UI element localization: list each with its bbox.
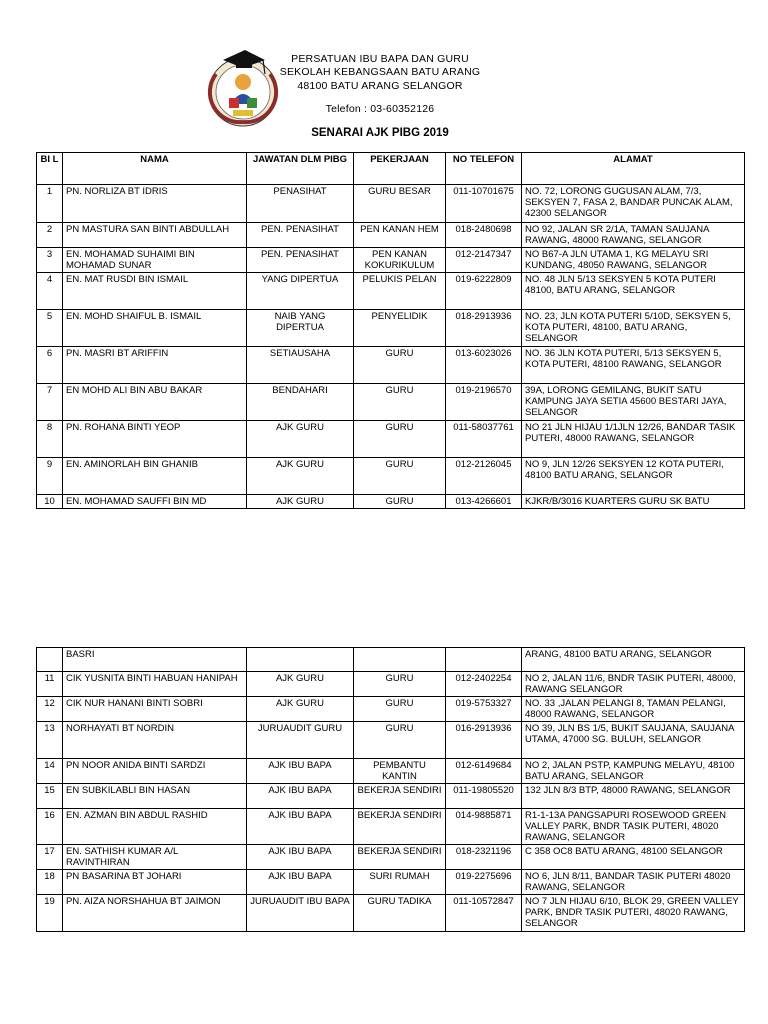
cell-bil: 16 xyxy=(37,809,63,845)
cell-nama: PN MASTURA SAN BINTI ABDULLAH xyxy=(63,223,247,248)
cell-nama: EN. MAT RUSDI BIN ISMAIL xyxy=(63,273,247,310)
cell-telefon: 012-2402254 xyxy=(446,672,522,697)
cell-bil: 15 xyxy=(37,784,63,809)
cell-jawatan: NAIB YANG DIPERTUA xyxy=(247,310,354,347)
cell-jawatan: AJK IBU BAPA xyxy=(247,759,354,784)
table-row xyxy=(37,421,745,458)
cell-nama: CIK YUSNITA BINTI HABUAN HANIPAH xyxy=(63,672,247,697)
cell-bil: 18 xyxy=(37,870,63,895)
cell-bil: 9 xyxy=(37,458,63,495)
cell-telefon: 019-2275696 xyxy=(446,870,522,895)
document-title: SENARAI AJK PIBG 2019 xyxy=(311,127,449,139)
table-row xyxy=(37,759,745,784)
col-header-nama: NAMA xyxy=(63,153,247,185)
cell-pekerjaan: BEKERJA SENDIRI xyxy=(354,784,446,809)
cell-alamat: KJKR/B/3016 KUARTERS GURU SK BATU xyxy=(522,495,745,509)
cell-telefon: 011-58037761 xyxy=(446,421,522,458)
cell-jawatan: AJK GURU xyxy=(247,495,354,509)
cell-jawatan: AJK GURU xyxy=(247,672,354,697)
cell-alamat: NO. 36 JLN KOTA PUTERI, 5/13 SEKSYEN 5, KOTA PUTERI, 48100 RAWANG, SELANGOR xyxy=(522,347,745,384)
cell-nama: EN. MOHD SHAIFUL B. ISMAIL xyxy=(63,310,247,347)
cell-bil: 2 xyxy=(37,223,63,248)
table-row xyxy=(37,845,745,870)
cell-telefon xyxy=(446,648,522,672)
cell-telefon: 018-2480698 xyxy=(446,223,522,248)
cell-nama: EN. AMINORLAH BIN GHANIB xyxy=(63,458,247,495)
cell-pekerjaan: PEN KANAN KOKURIKULUM xyxy=(354,248,446,273)
cell-alamat: NO 21 JLN HIJAU 1/1JLN 12/26, BANDAR TASIK PUTERI, 48000 RAWANG, SELANGOR xyxy=(522,421,745,458)
cell-pekerjaan: GURU xyxy=(354,421,446,458)
cell-jawatan: AJK IBU BAPA xyxy=(247,809,354,845)
table-row xyxy=(37,310,745,347)
cell-alamat: NO 39, JLN BS 1/5, BUKIT SAUJANA, SAUJANA UTAMA, 47000 SG. BULUH, SELANGOR xyxy=(522,722,745,759)
cell-alamat: NO 2, JALAN PSTP, KAMPUNG MELAYU, 48100 BATU ARANG, SELANGOR xyxy=(522,759,745,784)
cell-jawatan: AJK GURU xyxy=(247,458,354,495)
cell-pekerjaan: GURU xyxy=(354,722,446,759)
cell-alamat: NO. 33 ,JALAN PELANGI 8, TAMAN PELANGI, 48000 RAWANG, SELANGOR xyxy=(522,697,745,722)
cell-pekerjaan: GURU TADIKA xyxy=(354,895,446,932)
cell-jawatan: YANG DIPERTUA xyxy=(247,273,354,310)
cell-bil: 5 xyxy=(37,310,63,347)
table-row xyxy=(37,648,745,672)
cell-telefon: 019-6222809 xyxy=(446,273,522,310)
cell-nama: NORHAYATI BT NORDIN xyxy=(63,722,247,759)
cell-alamat: NO 7 JLN HIJAU 6/10, BLOK 29, GREEN VALLEY PARK, BNDR TASIK PUTERI, 48020 RAWANG, SELANGOR xyxy=(522,895,745,932)
cell-telefon: 013-4266601 xyxy=(446,495,522,509)
table-row xyxy=(37,347,745,384)
cell-pekerjaan: GURU xyxy=(354,697,446,722)
cell-bil: 19 xyxy=(37,895,63,932)
col-header-bil: BI L xyxy=(37,153,63,185)
cell-nama: EN SUBKILABLI BIN HASAN xyxy=(63,784,247,809)
cell-pekerjaan: PEN KANAN HEM xyxy=(354,223,446,248)
cell-nama: PN NOOR ANIDA BINTI SARDZI xyxy=(63,759,247,784)
cell-jawatan: JURUAUDIT GURU xyxy=(247,722,354,759)
table-row xyxy=(37,458,745,495)
cell-alamat: NO 6, JLN 8/11, BANDAR TASIK PUTERI 48020 RAWANG, SELANGOR xyxy=(522,870,745,895)
cell-bil: 10 xyxy=(37,495,63,509)
col-header-telefon: NO TELEFON xyxy=(446,153,522,185)
cell-telefon: 019-5753327 xyxy=(446,697,522,722)
cell-nama: PN. MASRI BT ARIFFIN xyxy=(63,347,247,384)
cell-nama: PN BASARINA BT JOHARI xyxy=(63,870,247,895)
table-row xyxy=(37,722,745,759)
cell-bil: 3 xyxy=(37,248,63,273)
table-row xyxy=(37,495,745,509)
cell-telefon: 012-6149684 xyxy=(446,759,522,784)
cell-pekerjaan: GURU BESAR xyxy=(354,185,446,223)
cell-alamat: NO. 72, LORONG GUGUSAN ALAM, 7/3, SEKSYEN 7, FASA 2, BANDAR PUNCAK ALAM, 42300 SELANGOR xyxy=(522,185,745,223)
cell-jawatan: PEN. PENASIHAT xyxy=(247,248,354,273)
cell-bil: 1 xyxy=(37,185,63,223)
cell-jawatan: AJK IBU BAPA xyxy=(247,845,354,870)
school-phone: Telefon : 03-60352126 xyxy=(325,103,435,115)
cell-nama: PN. ROHANA BINTI YEOP xyxy=(63,421,247,458)
cell-pekerjaan: PELUKIS PELAN xyxy=(354,273,446,310)
cell-nama: EN MOHD ALI BIN ABU BAKAR xyxy=(63,384,247,421)
table-row xyxy=(37,273,745,310)
cell-alamat: NO B67-A JLN UTAMA 1, KG MELAYU SRI KUNDANG, 48050 RAWANG, SELANGOR xyxy=(522,248,745,273)
cell-bil: 6 xyxy=(37,347,63,384)
cell-telefon: 016-2913936 xyxy=(446,722,522,759)
cell-alamat: NO 92, JALAN SR 2/1A, TAMAN SAUJANA RAWANG, 48000 RAWANG, SELANGOR xyxy=(522,223,745,248)
col-header-alamat: ALAMAT xyxy=(522,153,745,185)
cell-alamat: R1-1-13A PANGSAPURI ROSEWOOD GREEN VALLEY PARK, BNDR TASIK PUTERI, 48020 RAWANG, SELANGOR xyxy=(522,809,745,845)
cell-pekerjaan: PENYELIDIK xyxy=(354,310,446,347)
cell-jawatan: AJK IBU BAPA xyxy=(247,784,354,809)
cell-pekerjaan: PEMBANTU KANTIN xyxy=(354,759,446,784)
cell-pekerjaan xyxy=(354,648,446,672)
table-row xyxy=(37,895,745,932)
col-header-pekerjaan: PEKERJAAN xyxy=(354,153,446,185)
school-name: SEKOLAH KEBANGSAAN BATU ARANG xyxy=(279,66,481,78)
cell-pekerjaan: GURU xyxy=(354,672,446,697)
cell-jawatan xyxy=(247,648,354,672)
cell-alamat: 132 JLN 8/3 BTP, 48000 RAWANG, SELANGOR xyxy=(522,784,745,809)
cell-bil: 4 xyxy=(37,273,63,310)
cell-alamat: NO 2, JALAN 11/6, BNDR TASIK PUTERI, 48000, RAWANG SELANGOR xyxy=(522,672,745,697)
cell-nama: EN. AZMAN BIN ABDUL RASHID xyxy=(63,809,247,845)
cell-telefon: 012-2147347 xyxy=(446,248,522,273)
cell-jawatan: AJK GURU xyxy=(247,421,354,458)
cell-pekerjaan: GURU xyxy=(354,384,446,421)
cell-alamat: ARANG, 48100 BATU ARANG, SELANGOR xyxy=(522,648,745,672)
cell-jawatan: BENDAHARI xyxy=(247,384,354,421)
table-body-part1 xyxy=(37,185,745,509)
table-row xyxy=(37,672,745,697)
table-row xyxy=(37,870,745,895)
cell-pekerjaan: BEKERJA SENDIRI xyxy=(354,809,446,845)
committee-table-part1 xyxy=(36,152,745,509)
cell-bil: 14 xyxy=(37,759,63,784)
cell-alamat: 39A, LORONG GEMILANG, BUKIT SATU KAMPUNG JAYA SETIA 45600 BESTARI JAYA, SELANGOR xyxy=(522,384,745,421)
cell-bil: 17 xyxy=(37,845,63,870)
cell-jawatan: JURUAUDIT IBU BAPA xyxy=(247,895,354,932)
cell-nama: PN. NORLIZA BT IDRIS xyxy=(63,185,247,223)
cell-telefon: 013-6023026 xyxy=(446,347,522,384)
table-row xyxy=(37,248,745,273)
cell-telefon: 011-10701675 xyxy=(446,185,522,223)
association-name: PERSATUAN IBU BAPA DAN GURU xyxy=(291,53,469,65)
cell-pekerjaan: BEKERJA SENDIRI xyxy=(354,845,446,870)
table-row xyxy=(37,697,745,722)
cell-telefon: 011-19805520 xyxy=(446,784,522,809)
cell-alamat: C 358 OC8 BATU ARANG, 48100 SELANGOR xyxy=(522,845,745,870)
table-row xyxy=(37,809,745,845)
cell-telefon: 012-2126045 xyxy=(446,458,522,495)
cell-nama: EN. MOHAMAD SUHAIMI BIN MOHAMAD SUNAR xyxy=(63,248,247,273)
cell-bil: 11 xyxy=(37,672,63,697)
cell-jawatan: PENASIHAT xyxy=(247,185,354,223)
cell-alamat: NO 9, JLN 12/26 SEKSYEN 12 KOTA PUTERI, 48100 BATU ARANG, SELANGOR xyxy=(522,458,745,495)
cell-telefon: 018-2321196 xyxy=(446,845,522,870)
cell-nama: EN. SATHISH KUMAR A/L RAVINTHIRAN xyxy=(63,845,247,870)
cell-pekerjaan: GURU xyxy=(354,458,446,495)
cell-jawatan: AJK GURU xyxy=(247,697,354,722)
cell-alamat: NO. 23, JLN KOTA PUTERI 5/10D, SEKSYEN 5, KOTA PUTERI, 48100, BATU ARANG, SELANGOR xyxy=(522,310,745,347)
table-row xyxy=(37,223,745,248)
cell-bil: 13 xyxy=(37,722,63,759)
cell-jawatan: SETIAUSAHA xyxy=(247,347,354,384)
table-row xyxy=(37,185,745,223)
cell-nama: CIK NUR HANANI BINTI SOBRI xyxy=(63,697,247,722)
cell-telefon: 014-9885871 xyxy=(446,809,522,845)
table-row xyxy=(37,384,745,421)
col-header-jawatan: JAWATAN DLM PIBG xyxy=(247,153,354,185)
cell-bil: 7 xyxy=(37,384,63,421)
cell-pekerjaan: GURU xyxy=(354,495,446,509)
cell-alamat: NO. 48 JLN 5/13 SEKSYEN 5 KOTA PUTERI 48100, BATU ARANG, SELANGOR xyxy=(522,273,745,310)
committee-table-part2 xyxy=(36,647,745,932)
table-body-part2 xyxy=(37,648,745,932)
cell-telefon: 018-2913936 xyxy=(446,310,522,347)
school-address: 48100 BATU ARANG SELANGOR xyxy=(297,80,463,92)
cell-nama: BASRI xyxy=(63,648,247,672)
cell-jawatan: AJK IBU BAPA xyxy=(247,870,354,895)
cell-nama: PN. AIZA NORSHAHUA BT JAIMON xyxy=(63,895,247,932)
cell-telefon: 011-10572847 xyxy=(446,895,522,932)
cell-bil: 8 xyxy=(37,421,63,458)
cell-telefon: 019-2196570 xyxy=(446,384,522,421)
cell-nama: EN. MOHAMAD SAUFFI BIN MD xyxy=(63,495,247,509)
cell-bil: 12 xyxy=(37,697,63,722)
cell-bil xyxy=(37,648,63,672)
cell-pekerjaan: SURI RUMAH xyxy=(354,870,446,895)
cell-pekerjaan: GURU xyxy=(354,347,446,384)
table-row xyxy=(37,784,745,809)
cell-jawatan: PEN. PENASIHAT xyxy=(247,223,354,248)
